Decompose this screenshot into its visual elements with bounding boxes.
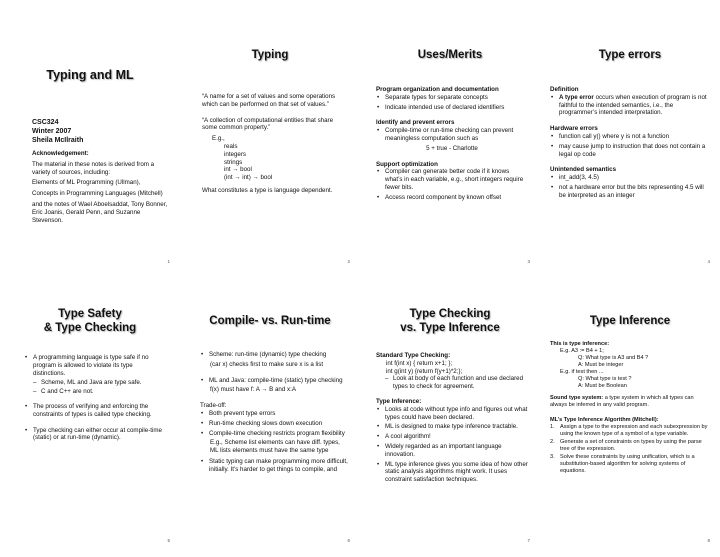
ack-line: Elements of ML Programming (Ullman), <box>32 179 141 187</box>
page-number: 4 <box>707 259 710 264</box>
code-line: int f(int x) { return x+1; }; <box>386 359 453 367</box>
example-line: Q: What type is A3 and B4 ? <box>578 355 649 361</box>
bullet-item: • Both prevent type errors <box>200 410 348 418</box>
slide-title-line: & Type Checking <box>43 322 137 334</box>
bullet-item: • Type checking can either occur at compile-time (static) or at run-time (dynamic). <box>24 427 166 443</box>
slide-title-line: vs. Type Inference <box>400 322 500 334</box>
bullet-item: • Compile-time or run-time checking can prevent meaningless computation such as <box>376 127 528 143</box>
bullet-item: • Indicate intended use of declared identifiers <box>376 104 528 112</box>
slide-body <box>550 341 710 476</box>
ack-line: and the notes of Wael Aboelsaddat, Tony Bonner, Eric Joanis, Gerald Penn, and Suzanne Stevenson. <box>32 200 168 224</box>
section-heading: ML’s Type Inference Algorithm (Mitchell): <box>550 417 659 423</box>
section-heading: Hardware errors <box>550 125 598 133</box>
slide-title: Typing <box>251 49 289 61</box>
eg-label: E.g., <box>212 135 225 143</box>
bullet-item: • The process of verifying and enforcing the constraints of types is called type checking. <box>24 403 166 419</box>
section-heading: Standard Type Checking: <box>376 352 451 359</box>
slide-1 <box>0 0 180 278</box>
slide-title <box>360 307 540 335</box>
type-example: strings <box>224 158 243 166</box>
bullet-item: • function call y() where y is not a function <box>550 133 710 141</box>
example-expression: 5 + true - Charlotte <box>426 144 478 152</box>
example-line: Q: What type is test ? <box>578 376 632 382</box>
slide-title: Type Inference <box>589 315 671 327</box>
bullet-item: • ML type inference gives you some idea of how other static analysis algorithms might work. It uses constraint satisfaction techniques. <box>376 461 528 484</box>
step-text: Assign a type to the expression and each subexpression by using the known type of a symbol of a type variable. <box>560 424 708 437</box>
slide-8 <box>540 279 720 557</box>
definition-paragraph <box>550 395 710 409</box>
section-heading: Program organization and documentation <box>376 86 499 93</box>
bullet-item: • Run-time checking slows down execution <box>200 420 348 428</box>
sub-item: – C and C++ are not. <box>33 388 166 396</box>
section-heading: Support optimization <box>376 160 438 168</box>
slide-3 <box>360 0 540 278</box>
step-number: 1. <box>550 424 555 430</box>
type-example: reals <box>224 142 238 150</box>
slide-title: Typing and ML <box>46 68 134 82</box>
bullet-item: • Separate types for separate concepts <box>376 94 528 102</box>
step-text: Generate a set of constraints on types by using the parse tree of the expression. <box>560 439 702 452</box>
slide-title: Uses/Merits <box>417 49 483 61</box>
type-example: (int → int) → bool <box>224 174 273 182</box>
bullet-item: • not a hardware error but the bits representing 4.5 will be interpreted as an integer <box>550 184 710 200</box>
definition-term: A type error <box>559 93 594 101</box>
page-number: 5 <box>167 538 170 543</box>
slide-body <box>376 352 528 487</box>
step-number: 2. <box>550 439 555 445</box>
bullet-item: • Compiler can generate better code if it knows what’s in each variable, e.g., short integers require fewer bits. <box>376 168 528 191</box>
slide-body <box>32 118 172 227</box>
quote-2: “A collection of computational entities that share some common property.” <box>202 116 334 132</box>
page-number: 8 <box>707 538 710 543</box>
bullet-item: • Scheme: run-time (dynamic) type checking <box>200 351 348 359</box>
step-item <box>550 439 710 453</box>
slide-5 <box>0 279 180 557</box>
slide-title <box>0 307 180 335</box>
bullet-item: • A cool algorithm! <box>376 433 528 441</box>
definition-item <box>550 94 710 117</box>
slide-2 <box>180 0 360 278</box>
bullet-item: • ML is designed to make type inference tractable. <box>376 423 528 431</box>
example-line: E.g. A3 := B4 + 1; <box>560 348 604 354</box>
page-number: 7 <box>527 538 530 543</box>
page-number: 2 <box>347 259 350 264</box>
definition-term: Sound type system: <box>550 395 604 401</box>
step-number: 3. <box>550 454 555 460</box>
page-number: 1 <box>167 259 170 264</box>
bullet-item: • Looks at code without type info and figures out what types could have been declared. <box>376 406 528 422</box>
tradeoff-label: Trade-off: <box>200 402 227 410</box>
slide-title-line: Type Checking <box>409 308 491 320</box>
code-line: int g(int y) {return f(y+1)*2;}; <box>386 367 463 375</box>
section-heading: Unintended semantics <box>550 166 617 174</box>
slide-body <box>376 86 528 205</box>
slide-title-line: Type Safety <box>58 308 122 320</box>
example-line: A: Must be integer <box>578 362 624 368</box>
slide-title: Compile- vs. Run-time <box>209 315 331 327</box>
course-term: Winter 2007 <box>32 128 72 135</box>
bullet-item: • Access record component by known offset <box>376 194 528 202</box>
type-note: What constitutes a type is language dependent. <box>202 186 333 194</box>
sub-text: f(x) must have f: A → B and x:A <box>210 386 296 394</box>
slide-6 <box>180 279 360 557</box>
slide-7 <box>360 279 540 557</box>
bullet-item: • int_add(3, 4.5) <box>550 174 710 182</box>
bullet-item: • A programming language is type safe if no program is allowed to violate its type distinctions. <box>24 354 166 377</box>
sub-item: – Scheme, ML and Java are type safe. <box>33 379 166 387</box>
bullet-item: • Static typing can make programming more difficult, initially. It’s harder to get things to compile, and <box>200 458 348 474</box>
slide-body <box>24 354 166 445</box>
course-code: CSC324 <box>32 119 59 126</box>
bullet-item: • ML and Java: compile-time (static) type checking <box>200 377 348 385</box>
bullet-item: • Compile-time checking restricts program flexibility <box>200 430 348 438</box>
step-text: Solve these constraints by using unification, which is a substitution-based algorithm for solving systems of equations. <box>560 454 695 474</box>
ack-heading: Acknowledgement: <box>32 150 89 157</box>
example-line: E.g. if test then ... <box>560 369 604 375</box>
section-heading: Definition <box>550 86 579 93</box>
slide-body <box>202 93 348 198</box>
definition-text: occurs when execution of program is not faithful to the intended semantics, i.e., the programmer’s intended interpretation. <box>559 93 707 117</box>
ack-line: The material in these notes is derived from a variety of sources, including: <box>32 160 155 176</box>
section-heading: Type Inference: <box>376 397 422 405</box>
course-instructor: Sheila McIlraith <box>32 137 84 144</box>
step-item <box>550 424 710 438</box>
slide-body <box>200 351 348 477</box>
quote-1: “A name for a set of values and some operations which can be performed on that set of values.” <box>202 93 336 108</box>
section-heading: Identify and prevent errors <box>376 119 455 127</box>
type-example: int → bool <box>224 166 252 174</box>
slide-4 <box>540 0 720 278</box>
bullet-item: • Widely regarded as an important language innovation. <box>376 443 528 459</box>
page-number: 3 <box>527 259 530 264</box>
sub-item: – Look at body of each function and use declared types to check for agreement. <box>385 375 528 391</box>
slide-body <box>550 86 710 203</box>
ack-line: Concepts in Programming Languages (Mitchell) <box>32 190 163 198</box>
type-example: integers <box>224 150 247 158</box>
slide-title: Type errors <box>598 49 662 61</box>
sub-text: (car x) checks first to make sure x is a list <box>210 360 324 368</box>
definition-text: a type system in which all types can always be inferred in any valid program. <box>550 395 694 408</box>
sub-text: E.g., Scheme list elements can have diff. types, ML lists elements must have the same type <box>210 439 340 455</box>
bullet-item: • may cause jump to instruction that does not contain a legal op code <box>550 143 710 159</box>
section-heading: This is type inference: <box>550 341 610 347</box>
step-item <box>550 454 710 475</box>
page-number: 6 <box>347 538 350 543</box>
example-line: A: Must be Boolean <box>578 383 627 389</box>
